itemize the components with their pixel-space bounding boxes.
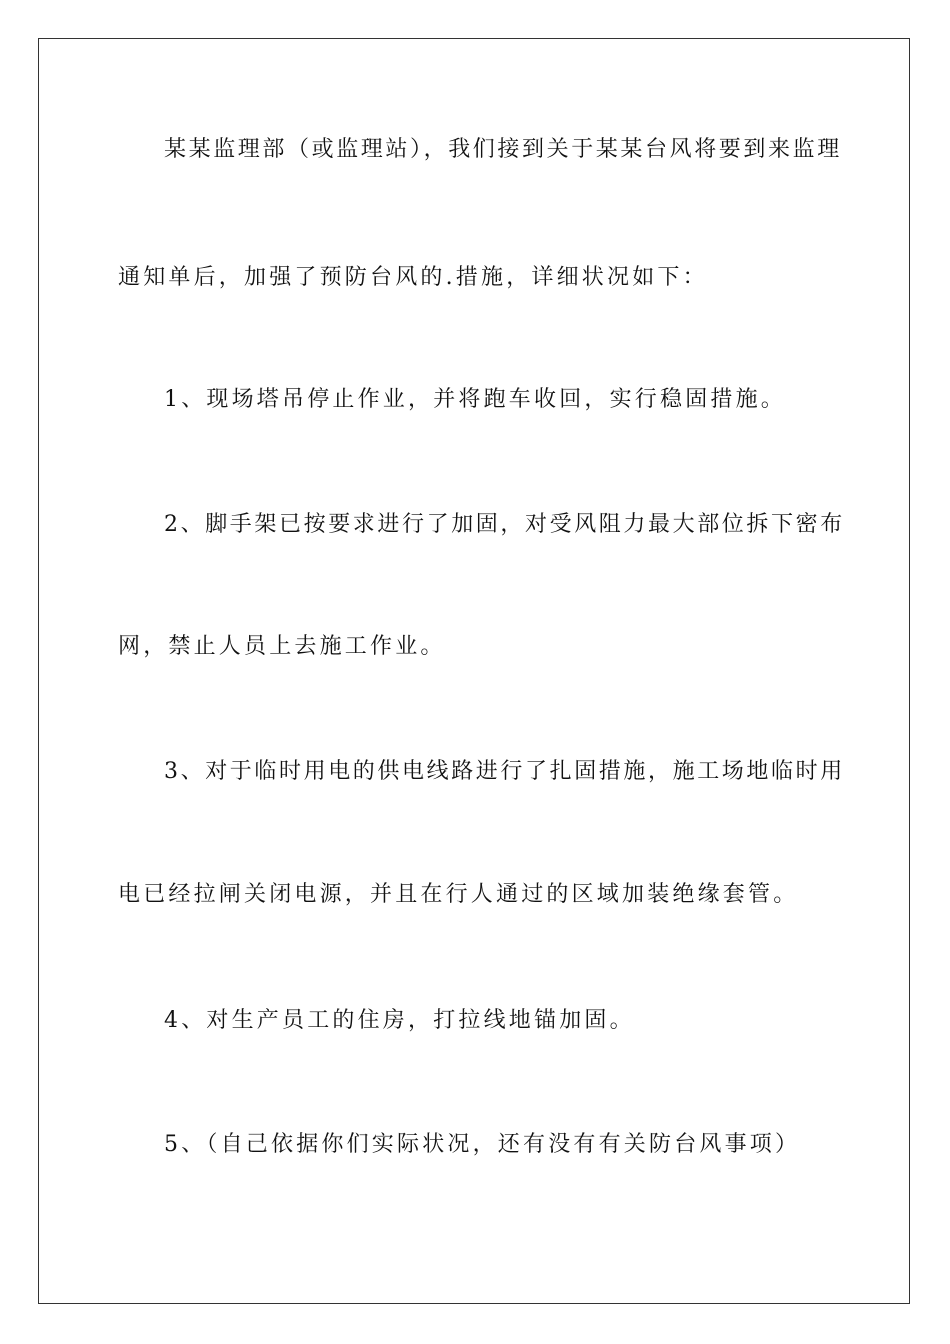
paragraph-intro-line-2: 通知单后，加强了预防台风的.措施，详细状况如下： [118, 265, 708, 290]
list-item-5: 5、（自己依据你们实际状况，还有没有有关防台风事项） [164, 1132, 801, 1157]
paragraph-intro-line-1: 某某监理部（或监理站），我们接到关于某某台风将要到来监理 [164, 137, 842, 162]
list-item-3-line-2: 电已经拉闸关闭电源，并且在行人通过的区域加装绝缘套管。 [118, 882, 799, 907]
page-frame [38, 38, 910, 1304]
list-item-4: 4、对生产员工的住房，打拉线地锚加固。 [164, 1008, 635, 1033]
list-item-2-line-2: 网，禁止人员上去施工作业。 [118, 634, 446, 659]
list-item-1: 1、现场塔吊停止作业，并将跑车收回，实行稳固措施。 [164, 387, 786, 412]
list-item-2-line-1: 2、脚手架已按要求进行了加固，对受风阻力最大部位拆下密布 [164, 512, 845, 537]
list-item-3-line-1: 3、对于临时用电的供电线路进行了扎固措施，施工场地临时用 [164, 759, 845, 784]
